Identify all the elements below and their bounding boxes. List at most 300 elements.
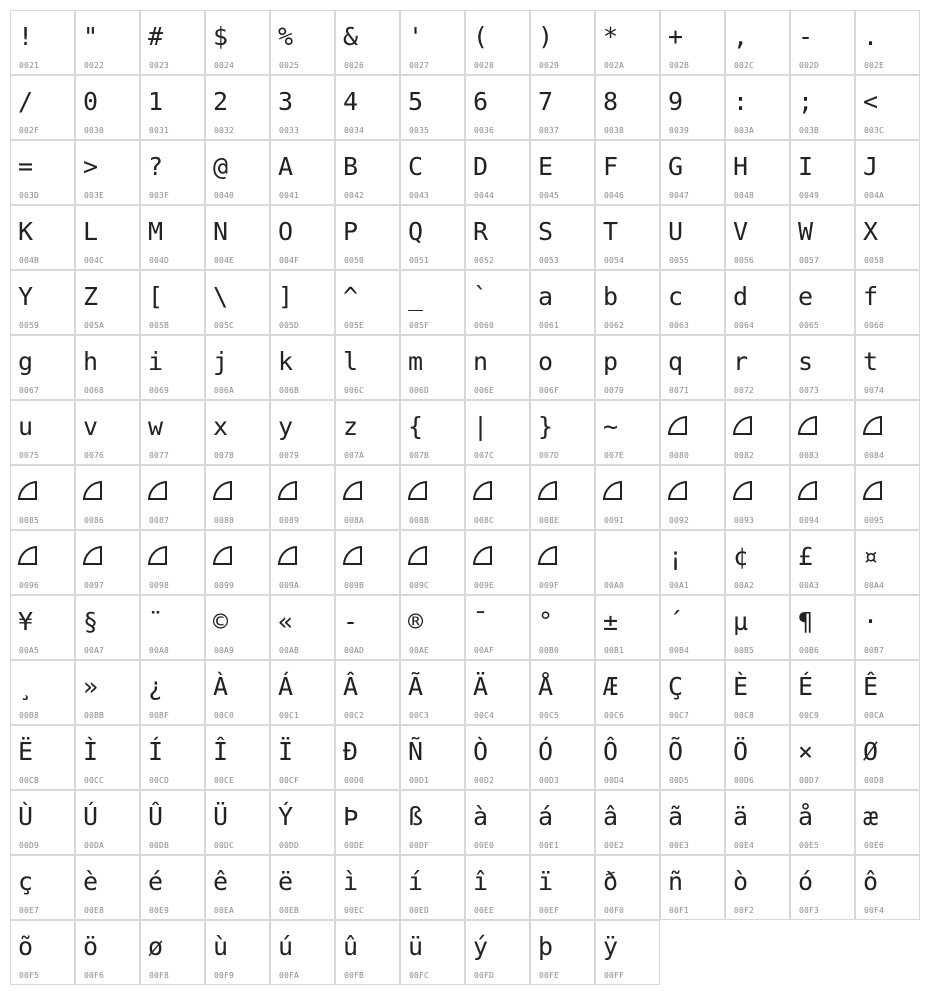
glyph-cell	[595, 335, 660, 400]
glyph-char: ×	[798, 737, 814, 766]
glyph-codepoint: 00BF	[149, 711, 170, 720]
glyph-codepoint: 005B	[149, 321, 170, 330]
glyph-codepoint: 002A	[604, 61, 625, 70]
glyph-char: û	[343, 932, 359, 961]
notdef-glyph	[18, 468, 74, 516]
glyph-codepoint: 0069	[149, 386, 170, 395]
glyph-char: ë	[278, 867, 294, 896]
glyph-cell	[205, 465, 270, 530]
glyph-codepoint: 0032	[214, 126, 235, 135]
notdef-box-icon	[863, 416, 882, 435]
notdef-glyph	[603, 468, 659, 516]
glyph-cell	[465, 530, 530, 595]
glyph-cell	[270, 530, 335, 595]
glyph-cell	[10, 595, 75, 660]
glyph-char: N	[213, 217, 229, 246]
glyph-char: '	[408, 22, 424, 51]
glyph-codepoint: 0033	[279, 126, 300, 135]
glyph-cell	[725, 855, 790, 920]
glyph-codepoint: 0079	[279, 451, 300, 460]
glyph-codepoint: 00EA	[214, 906, 235, 915]
glyph-codepoint: 0066	[864, 321, 885, 330]
glyph-codepoint: 009A	[279, 581, 300, 590]
glyph-codepoint: 0051	[409, 256, 430, 265]
glyph-codepoint: 0095	[864, 516, 885, 525]
glyph-cell	[400, 75, 465, 140]
notdef-box-icon	[408, 481, 427, 500]
glyph-codepoint: 00C7	[669, 711, 690, 720]
glyph-codepoint: 007C	[474, 451, 495, 460]
glyph-cell	[855, 855, 920, 920]
glyph-cell	[10, 855, 75, 920]
glyph-codepoint: 003B	[799, 126, 820, 135]
glyph-codepoint: 00C1	[279, 711, 300, 720]
glyph-cell	[530, 465, 595, 530]
glyph-cell	[10, 660, 75, 725]
notdef-glyph	[278, 468, 334, 516]
notdef-box-icon	[148, 481, 167, 500]
glyph-char: ÿ	[603, 932, 619, 961]
glyph-codepoint: 0021	[19, 61, 40, 70]
glyph-cell	[595, 920, 660, 985]
glyph-char: O	[278, 217, 294, 246]
glyph-char: }	[538, 412, 554, 441]
glyph-codepoint: 00D2	[474, 776, 495, 785]
glyph-char: ô	[863, 867, 879, 896]
glyph-cell	[465, 205, 530, 270]
glyph-cell	[790, 270, 855, 335]
glyph-codepoint: 00F8	[149, 971, 170, 980]
glyph-char: l	[343, 347, 359, 376]
notdef-box-icon	[278, 546, 297, 565]
glyph-codepoint: 0036	[474, 126, 495, 135]
glyph-codepoint: 0078	[214, 451, 235, 460]
glyph-cell	[465, 660, 530, 725]
glyph-char: ¤	[863, 542, 879, 571]
glyph-codepoint: 007E	[604, 451, 625, 460]
glyph-codepoint: 00DF	[409, 841, 430, 850]
glyph-cell	[400, 595, 465, 660]
notdef-glyph	[473, 468, 529, 516]
glyph-cell	[335, 335, 400, 400]
glyph-char: ¥	[18, 607, 34, 636]
glyph-cell	[75, 205, 140, 270]
glyph-char: <	[863, 87, 879, 116]
glyph-cell	[595, 595, 660, 660]
glyph-char: X	[863, 217, 879, 246]
glyph-cell	[530, 660, 595, 725]
glyph-codepoint: 00B6	[799, 646, 820, 655]
glyph-char: $	[213, 22, 229, 51]
glyph-char: A	[278, 152, 294, 181]
glyph-cell	[205, 10, 270, 75]
glyph-codepoint: 00E9	[149, 906, 170, 915]
glyph-codepoint: 0096	[19, 581, 40, 590]
glyph-cell	[660, 855, 725, 920]
glyph-cell	[335, 205, 400, 270]
glyph-cell	[530, 530, 595, 595]
glyph-char: 2	[213, 87, 229, 116]
glyph-char: (	[473, 22, 489, 51]
glyph-cell	[400, 465, 465, 530]
glyph-codepoint: 004B	[19, 256, 40, 265]
glyph-codepoint: 0098	[149, 581, 170, 590]
glyph-cell	[725, 465, 790, 530]
glyph-cell	[660, 595, 725, 660]
glyph-cell	[465, 140, 530, 205]
glyph-codepoint: 00E8	[84, 906, 105, 915]
glyph-codepoint: 0049	[799, 191, 820, 200]
glyph-cell	[140, 790, 205, 855]
glyph-codepoint: 00FB	[344, 971, 365, 980]
glyph-cell	[465, 790, 530, 855]
notdef-glyph	[668, 468, 724, 516]
glyph-char: À	[213, 672, 229, 701]
notdef-box-icon	[733, 416, 752, 435]
glyph-cell	[205, 595, 270, 660]
glyph-char: /	[18, 87, 34, 116]
glyph-char: Å	[538, 672, 554, 701]
glyph-codepoint: 0025	[279, 61, 300, 70]
glyph-cell	[335, 725, 400, 790]
glyph-codepoint: 00E6	[864, 841, 885, 850]
glyph-cell	[595, 660, 660, 725]
glyph-cell	[10, 725, 75, 790]
glyph-char: Ð	[343, 737, 359, 766]
glyph-cell	[790, 335, 855, 400]
glyph-codepoint: 0029	[539, 61, 560, 70]
glyph-cell	[140, 660, 205, 725]
glyph-cell	[140, 920, 205, 985]
glyph-char: z	[343, 412, 359, 441]
glyph-cell	[660, 75, 725, 140]
glyph-codepoint: 0065	[799, 321, 820, 330]
glyph-char: ã	[668, 802, 684, 831]
glyph-codepoint: 005E	[344, 321, 365, 330]
glyph-cell	[530, 335, 595, 400]
glyph-cell	[725, 790, 790, 855]
glyph-char: W	[798, 217, 814, 246]
glyph-cell	[10, 270, 75, 335]
glyph-cell	[465, 855, 530, 920]
glyph-char: Ø	[863, 737, 879, 766]
glyph-char: £	[798, 542, 814, 571]
glyph-char: G	[668, 152, 684, 181]
glyph-cell	[75, 75, 140, 140]
glyph-codepoint: 003E	[84, 191, 105, 200]
glyph-char: 8	[603, 87, 619, 116]
glyph-cell	[400, 855, 465, 920]
glyph-cell	[10, 530, 75, 595]
glyph-cell	[595, 400, 660, 465]
glyph-char: î	[473, 867, 489, 896]
glyph-codepoint: 0082	[734, 451, 755, 460]
glyph-cell	[660, 140, 725, 205]
notdef-box-icon	[863, 481, 882, 500]
notdef-box-icon	[473, 481, 492, 500]
glyph-codepoint: 003F	[149, 191, 170, 200]
glyph-cell	[725, 400, 790, 465]
glyph-codepoint: 00CB	[19, 776, 40, 785]
glyph-cell	[10, 10, 75, 75]
glyph-char: =	[18, 152, 34, 181]
glyph-cell	[140, 400, 205, 465]
glyph-codepoint: 00EC	[344, 906, 365, 915]
glyph-char: µ	[733, 607, 749, 636]
glyph-char: Ö	[733, 737, 749, 766]
glyph-char: Ì	[83, 737, 99, 766]
glyph-codepoint: 0085	[19, 516, 40, 525]
glyph-char: Ã	[408, 672, 424, 701]
glyph-codepoint: 00DA	[84, 841, 105, 850]
glyph-codepoint: 0080	[669, 451, 690, 460]
glyph-char: á	[538, 802, 554, 831]
notdef-glyph	[408, 533, 464, 581]
glyph-codepoint: 0056	[734, 256, 755, 265]
glyph-cell	[10, 205, 75, 270]
glyph-codepoint: 00B1	[604, 646, 625, 655]
glyph-cell	[140, 855, 205, 920]
glyph-cell	[790, 140, 855, 205]
glyph-char: è	[83, 867, 99, 896]
glyph-codepoint: 00F9	[214, 971, 235, 980]
glyph-codepoint: 00FD	[474, 971, 495, 980]
glyph-char: 1	[148, 87, 164, 116]
glyph-char: Á	[278, 672, 294, 701]
glyph-codepoint: 0075	[19, 451, 40, 460]
glyph-cell	[205, 400, 270, 465]
glyph-cell	[530, 270, 595, 335]
glyph-codepoint: 0034	[344, 126, 365, 135]
glyph-cell	[75, 465, 140, 530]
glyph-char: c	[668, 282, 684, 311]
glyph-cell	[465, 465, 530, 530]
glyph-char: Ú	[83, 802, 99, 831]
glyph-codepoint: 0039	[669, 126, 690, 135]
glyph-codepoint: 006C	[344, 386, 365, 395]
glyph-cell	[270, 725, 335, 790]
glyph-char: Ý	[278, 802, 294, 831]
glyph-codepoint: 00F3	[799, 906, 820, 915]
glyph-cell	[335, 790, 400, 855]
glyph-cell	[140, 270, 205, 335]
glyph-codepoint: 0037	[539, 126, 560, 135]
glyph-codepoint: 0086	[84, 516, 105, 525]
glyph-codepoint: 00F1	[669, 906, 690, 915]
glyph-cell	[270, 75, 335, 140]
glyph-codepoint: 0094	[799, 516, 820, 525]
glyph-cell	[530, 140, 595, 205]
glyph-char: S	[538, 217, 554, 246]
glyph-cell	[400, 790, 465, 855]
glyph-codepoint: 00D9	[19, 841, 40, 850]
glyph-char: ñ	[668, 867, 684, 896]
glyph-cell	[855, 725, 920, 790]
glyph-cell	[725, 10, 790, 75]
glyph-codepoint: 00A4	[864, 581, 885, 590]
glyph-char: à	[473, 802, 489, 831]
glyph-char: þ	[538, 932, 554, 961]
glyph-char: ¯	[473, 607, 489, 636]
glyph-cell	[790, 10, 855, 75]
glyph-char: M	[148, 217, 164, 246]
notdef-box-icon	[538, 481, 557, 500]
notdef-glyph	[213, 468, 269, 516]
glyph-cell	[400, 400, 465, 465]
glyph-cell	[270, 400, 335, 465]
glyph-cell	[205, 205, 270, 270]
glyph-cell	[660, 530, 725, 595]
glyph-cell	[335, 530, 400, 595]
glyph-cell	[530, 725, 595, 790]
glyph-cell	[595, 140, 660, 205]
glyph-codepoint: 0073	[799, 386, 820, 395]
glyph-cell	[725, 335, 790, 400]
glyph-char: +	[668, 22, 684, 51]
glyph-cell	[335, 140, 400, 205]
glyph-cell	[140, 530, 205, 595]
glyph-codepoint: 007B	[409, 451, 430, 460]
glyph-char: 6	[473, 87, 489, 116]
glyph-codepoint: 00F0	[604, 906, 625, 915]
glyph-codepoint: 0043	[409, 191, 430, 200]
glyph-char: E	[538, 152, 554, 181]
glyph-cell	[335, 465, 400, 530]
glyph-codepoint: 00A0	[604, 581, 625, 590]
glyph-codepoint: 0074	[864, 386, 885, 395]
glyph-char: â	[603, 802, 619, 831]
glyph-char: Þ	[343, 802, 359, 831]
glyph-cell	[855, 400, 920, 465]
notdef-box-icon	[798, 416, 817, 435]
glyph-char: :	[733, 87, 749, 116]
glyph-codepoint: 00AB	[279, 646, 300, 655]
glyph-char: ó	[798, 867, 814, 896]
glyph-char: F	[603, 152, 619, 181]
glyph-char: ?	[148, 152, 164, 181]
glyph-codepoint: 00CF	[279, 776, 300, 785]
glyph-cell	[790, 465, 855, 530]
glyph-char: Ë	[18, 737, 34, 766]
glyph-codepoint: 00CA	[864, 711, 885, 720]
glyph-codepoint: 0092	[669, 516, 690, 525]
glyph-cell	[140, 10, 205, 75]
glyph-char: Ò	[473, 737, 489, 766]
glyph-cell	[335, 270, 400, 335]
glyph-char: Õ	[668, 737, 684, 766]
glyph-codepoint: 00DC	[214, 841, 235, 850]
glyph-char: "	[83, 22, 99, 51]
glyph-char: -	[343, 607, 359, 636]
glyph-cell	[335, 400, 400, 465]
glyph-cell	[335, 660, 400, 725]
glyph-codepoint: 0024	[214, 61, 235, 70]
glyph-cell	[595, 205, 660, 270]
glyph-codepoint: 00D5	[669, 776, 690, 785]
glyph-codepoint: 0099	[214, 581, 235, 590]
glyph-codepoint: 008B	[409, 516, 430, 525]
glyph-codepoint: 0052	[474, 256, 495, 265]
notdef-box-icon	[18, 481, 37, 500]
notdef-glyph	[18, 533, 74, 581]
glyph-cell	[75, 855, 140, 920]
glyph-cell	[465, 920, 530, 985]
glyph-codepoint: 00FF	[604, 971, 625, 980]
notdef-glyph	[538, 533, 594, 581]
glyph-char: 0	[83, 87, 99, 116]
glyph-codepoint: 00F6	[84, 971, 105, 980]
glyph-char: Î	[213, 737, 229, 766]
glyph-cell	[270, 660, 335, 725]
notdef-box-icon	[538, 546, 557, 565]
glyph-codepoint: 00D0	[344, 776, 365, 785]
glyph-cell	[530, 400, 595, 465]
glyph-char: ý	[473, 932, 489, 961]
glyph-codepoint: 00B4	[669, 646, 690, 655]
glyph-codepoint: 00D7	[799, 776, 820, 785]
glyph-char: °	[538, 607, 554, 636]
glyph-cell	[75, 335, 140, 400]
glyph-cell	[270, 790, 335, 855]
glyph-codepoint: 00C3	[409, 711, 430, 720]
glyph-cell	[790, 400, 855, 465]
glyph-cell	[270, 205, 335, 270]
glyph-cell	[790, 205, 855, 270]
glyph-cell	[660, 660, 725, 725]
glyph-codepoint: 00BB	[84, 711, 105, 720]
glyph-char: 4	[343, 87, 359, 116]
glyph-char: ù	[213, 932, 229, 961]
notdef-glyph	[798, 403, 854, 451]
glyph-codepoint: 008E	[539, 516, 560, 525]
glyph-char: ,	[733, 22, 749, 51]
glyph-char: |	[473, 412, 489, 441]
glyph-cell	[855, 660, 920, 725]
glyph-cell	[595, 790, 660, 855]
glyph-cell	[465, 75, 530, 140]
glyph-char: Q	[408, 217, 424, 246]
glyph-char: f	[863, 282, 879, 311]
glyph-cell	[660, 400, 725, 465]
glyph-char: Â	[343, 672, 359, 701]
glyph-char: p	[603, 347, 619, 376]
glyph-codepoint: 0030	[84, 126, 105, 135]
glyph-cell	[335, 920, 400, 985]
glyph-codepoint: 00A3	[799, 581, 820, 590]
glyph-char: §	[83, 607, 99, 636]
glyph-cell	[140, 335, 205, 400]
glyph-codepoint: 00C4	[474, 711, 495, 720]
notdef-box-icon	[473, 546, 492, 565]
glyph-codepoint: 0061	[539, 321, 560, 330]
glyph-codepoint: 0045	[539, 191, 560, 200]
glyph-codepoint: 0083	[799, 451, 820, 460]
glyph-codepoint: 00B0	[539, 646, 560, 655]
glyph-cell	[335, 595, 400, 660]
glyph-char: >	[83, 152, 99, 181]
glyph-cell	[530, 75, 595, 140]
glyph-cell	[530, 920, 595, 985]
glyph-cell	[855, 205, 920, 270]
glyph-cell	[790, 660, 855, 725]
glyph-char: P	[343, 217, 359, 246]
glyph-char: ò	[733, 867, 749, 896]
notdef-box-icon	[343, 546, 362, 565]
glyph-char: @	[213, 152, 229, 181]
notdef-glyph	[343, 468, 399, 516]
glyph-cell	[660, 725, 725, 790]
glyph-char: i	[148, 347, 164, 376]
